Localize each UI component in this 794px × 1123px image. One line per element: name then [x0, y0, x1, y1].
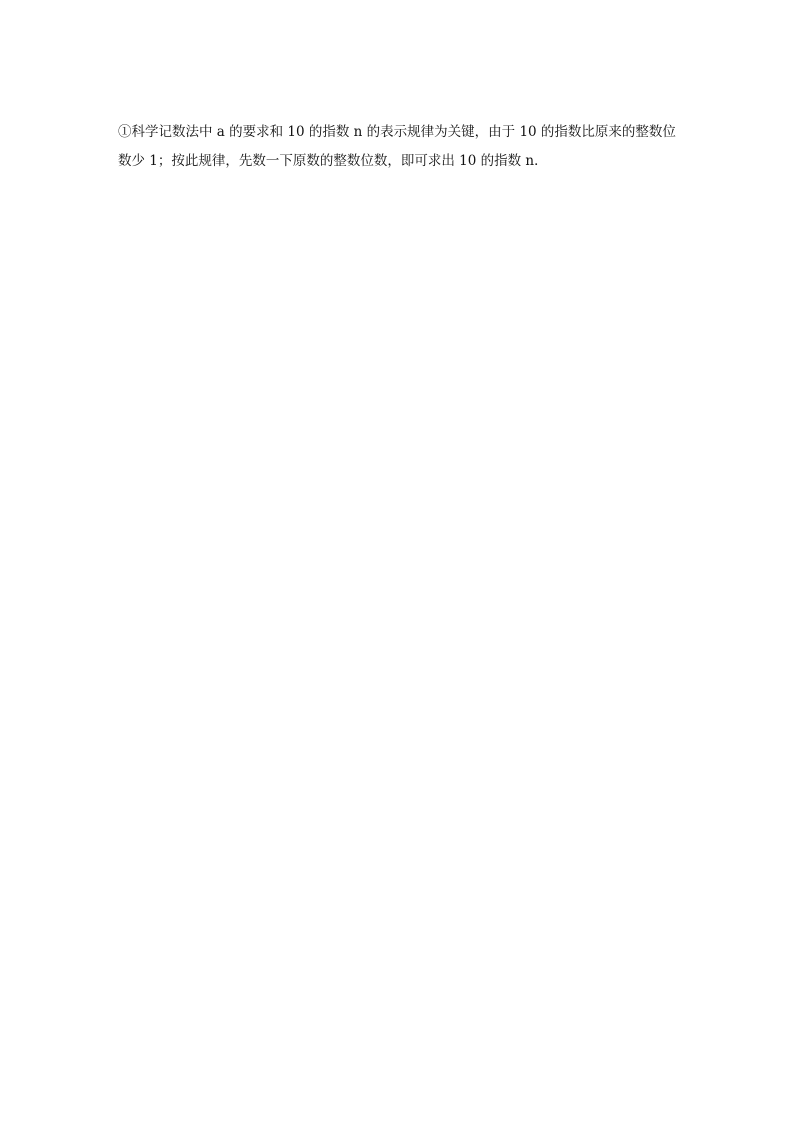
intro-line-1: ①科学记数法中 a 的要求和 10 的指数 n 的表示规律为关键，由于 10 的指数比原来的整数位	[118, 124, 676, 140]
intro-line-2: 数少 1；按此规律，先数一下原数的整数位数，即可求出 10 的指数 n．	[118, 153, 548, 169]
